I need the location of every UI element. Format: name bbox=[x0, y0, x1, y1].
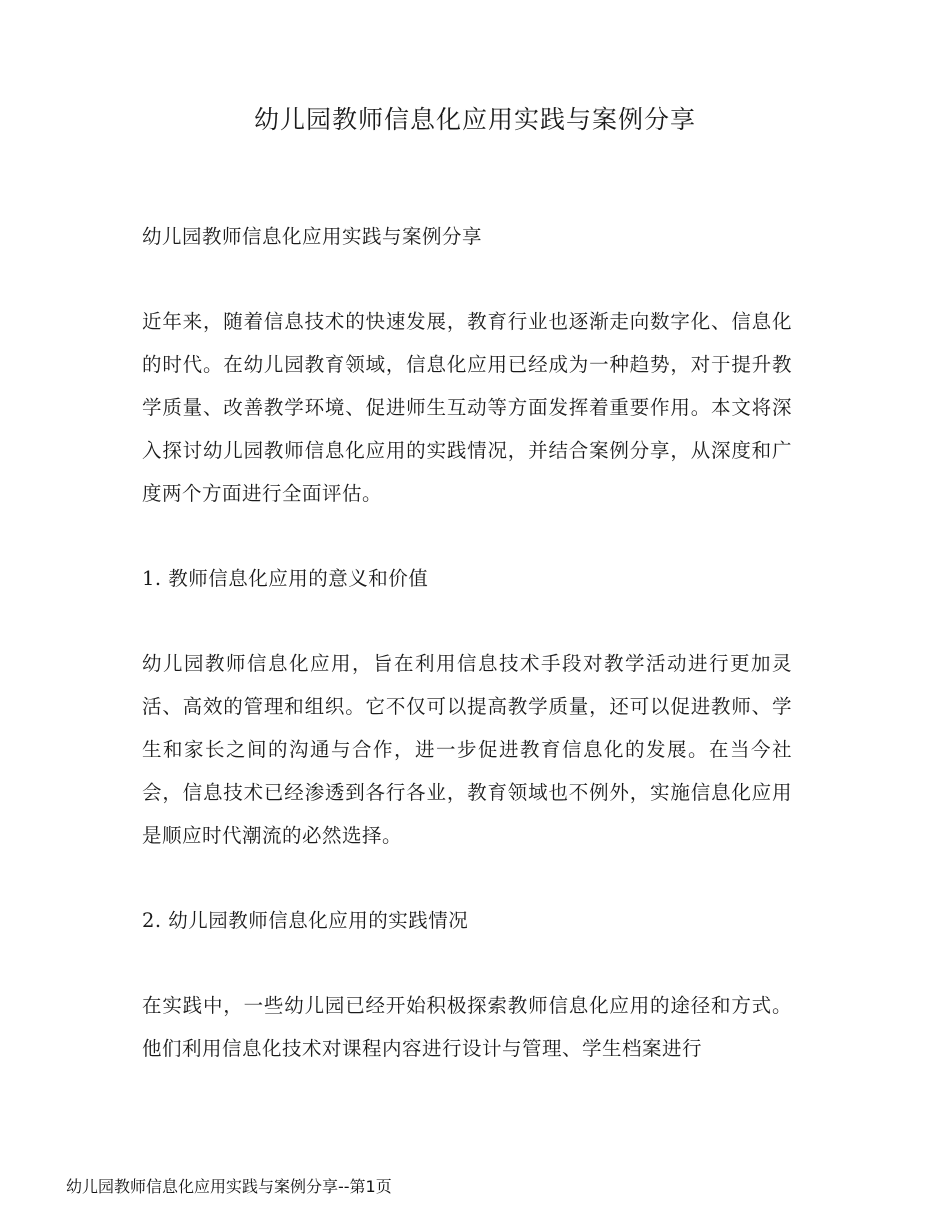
page-footer: 幼儿园教师信息化应用实践与案例分享--第1页 bbox=[66, 1177, 392, 1196]
section-2-heading: 2. 幼儿园教师信息化应用的实践情况 bbox=[142, 909, 469, 932]
section-1-heading: 1. 教师信息化应用的意义和价值 bbox=[142, 567, 429, 590]
section-1-paragraph: 幼儿园教师信息化应用，旨在利用信息技术手段对教学活动进行更加灵活、高效的管理和组织。它不仅可以提高教学质量，还可以促进教师、学生和家长之间的沟通与合作，进一步促进教育信息化的发展。在当今社会，信息技术已经渗透到各行各业，教育领域也不例外，实施信息化应用是顺应时代潮流的必然选择。 bbox=[142, 652, 792, 847]
document-body bbox=[142, 215, 792, 1112]
document-title: 幼儿园教师信息化应用实践与案例分享 bbox=[253, 105, 696, 134]
section-2-paragraph: 在实践中，一些幼儿园已经开始积极探索教师信息化应用的途径和方式。他们利用信息化技术对课程内容进行设计与管理、学生档案进行 bbox=[142, 994, 792, 1060]
document-subtitle: 幼儿园教师信息化应用实践与案例分享 bbox=[142, 225, 483, 248]
intro-paragraph: 近年来，随着信息技术的快速发展，教育行业也逐渐走向数字化、信息化的时代。在幼儿园教育领域，信息化应用已经成为一种趋势，对于提升教学质量、改善教学环境、促进师生互动等方面发挥着重要作用。本文将深入探讨幼儿园教师信息化应用的实践情况，并结合案例分享，从深度和广度两个方面进行全面评估。 bbox=[142, 310, 792, 505]
